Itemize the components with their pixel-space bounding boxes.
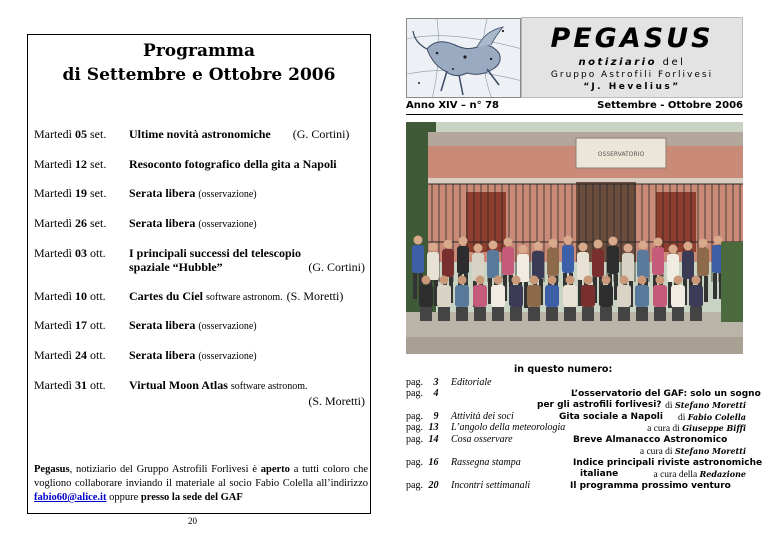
event-author: (G. Cortini) (292, 127, 350, 141)
contents-item: Breve Almanacco Astronomico (573, 435, 728, 445)
event-note: software astronom. (230, 381, 308, 392)
page-ref-label: pag. (406, 411, 423, 422)
weekday: Martedì (34, 216, 72, 230)
credit-name: Fabio Colella (687, 412, 746, 422)
schedule-event (129, 289, 365, 305)
day: 31 (75, 378, 87, 392)
schedule-date (34, 216, 130, 230)
contents-section: Rassegna stampa (451, 457, 521, 468)
pegasus-horse-icon (407, 19, 521, 98)
day: 10 (75, 289, 87, 303)
credit-name: Giuseppe Biffi (682, 423, 746, 433)
event-title: spaziale “Hubble” (129, 260, 223, 274)
page-ref-label: pag. (406, 422, 423, 433)
day: 24 (75, 348, 87, 362)
group-dedication: “J. Hevelius” (583, 82, 681, 92)
program-title (28, 39, 370, 87)
month: ott. (90, 348, 106, 362)
page-ref-number: 14 (428, 434, 439, 445)
schedule-date (34, 348, 130, 362)
contents-item: Indice principali riviste astronomiche (573, 458, 763, 468)
month: ott. (90, 246, 106, 260)
contents-section: L’angolo della meteorologia (451, 422, 566, 433)
schedule-event (129, 127, 365, 141)
schedule-event (129, 378, 365, 408)
weekday: Martedì (34, 348, 72, 362)
weekday: Martedì (34, 157, 72, 171)
month: set. (90, 157, 107, 171)
masthead (521, 17, 743, 98)
weekday: Martedì (34, 186, 72, 200)
schedule-event (129, 318, 365, 334)
month: set. (90, 216, 107, 230)
event-title: Serata libera (129, 216, 196, 230)
schedule-date (34, 318, 130, 332)
schedule-date (34, 157, 130, 171)
event-author: (G. Cortini) (308, 260, 365, 274)
credit-prefix: di (677, 413, 688, 423)
event-title: Cartes du Ciel (129, 289, 203, 303)
email-link[interactable]: fabio60@alice.it (34, 492, 107, 503)
group-name: Gruppo Astrofili Forlivesi (550, 70, 714, 80)
schedule-date (34, 186, 130, 200)
event-title: Serata libera (129, 186, 196, 200)
page-ref-number: 20 (428, 480, 439, 491)
group-photo (406, 122, 743, 354)
month: set. (90, 127, 107, 141)
contents-item: italiane (580, 469, 619, 479)
pegasus-constellation-illustration (406, 18, 521, 98)
issue-number: Anno XIV – n° 78 (406, 100, 499, 111)
day: 05 (75, 127, 87, 141)
credit-prefix: di (665, 401, 675, 411)
subtitle-bold: notiziario (578, 57, 657, 68)
contents-item: L’osservatorio del GAF: solo un sogno (571, 389, 761, 399)
schedule-date (34, 378, 130, 392)
page-ref (406, 388, 446, 400)
weekday: Martedì (34, 378, 72, 392)
contents-section: Attività dei soci (451, 411, 514, 422)
credit-prefix: a cura di (639, 447, 675, 457)
page-ref-label: pag. (406, 480, 423, 491)
footer-text-3: oppure (106, 492, 141, 503)
footer-name: Pegasus (34, 464, 70, 475)
contents-section: Incontri settimanali (451, 480, 531, 491)
credit-name: Redazione (699, 469, 746, 479)
contents-item: per gli astrofili forlivesi? (537, 400, 662, 410)
issue-bar (406, 99, 743, 115)
contents-item: Gita sociale a Napoli (559, 412, 663, 422)
event-note: software astronom. (206, 292, 283, 303)
newsletter-subtitle (522, 56, 742, 69)
event-title: Virtual Moon Atlas (129, 378, 228, 392)
page-ref-label: pag. (406, 457, 423, 468)
page-ref-number: 3 (433, 377, 439, 388)
event-author: (S. Moretti) (286, 289, 344, 303)
credit-prefix: a cura della (653, 470, 700, 480)
day: 12 (75, 157, 87, 171)
month: ott. (90, 289, 106, 303)
credit-name: Stefano Moretti (674, 446, 746, 456)
schedule-date (34, 289, 130, 303)
month: ott. (90, 378, 106, 392)
page-ref (406, 457, 446, 469)
day: 19 (75, 186, 87, 200)
day: 26 (75, 216, 87, 230)
event-line (129, 127, 365, 141)
group-photo-image (406, 122, 743, 354)
event-note: (osservazione) (198, 189, 257, 200)
page-ref-label: pag. (406, 434, 423, 445)
credit-prefix: a cura di (647, 424, 683, 434)
program-box (27, 34, 371, 514)
right-page (384, 0, 768, 543)
day: 03 (75, 246, 87, 260)
schedule-event (129, 348, 365, 364)
program-title-line-1: Programma (143, 41, 255, 61)
event-title: Serata libera (129, 318, 196, 332)
page-ref (406, 480, 446, 492)
event-line (129, 246, 365, 260)
event-title: Resoconto fotografico della gita a Napoli (129, 157, 337, 171)
footer-note (34, 463, 368, 505)
page-ref-number: 9 (433, 411, 439, 422)
footer-presso: presso la sede del GAF (140, 492, 243, 503)
footer-text-2: a tutti coloro che vogliono collaborare inviando il materiale al socio Fabio Colella all’indirizzo (34, 464, 368, 489)
event-line (129, 216, 365, 232)
schedule-event (129, 186, 365, 202)
event-line (129, 289, 365, 305)
month: ott. (90, 318, 106, 332)
page-ref-number: 13 (428, 422, 439, 433)
footer-aperto: aperto (260, 464, 290, 475)
event-title: Ultime novità astronomiche (129, 127, 271, 141)
contents-heading: in questo numero: (514, 364, 613, 375)
event-title: Serata libera (129, 348, 196, 362)
event-note: (osservazione) (198, 351, 257, 362)
page-ref-number: 16 (428, 457, 439, 468)
page-ref-number: 4 (433, 388, 439, 399)
day: 17 (75, 318, 87, 332)
event-line (129, 348, 365, 364)
weekday: Martedì (34, 127, 72, 141)
schedule-event (129, 216, 365, 232)
event-author: (S. Moretti) (308, 394, 365, 408)
event-line (129, 186, 365, 202)
program-title-line-2: di Settembre e Ottobre 2006 (62, 65, 336, 85)
page-ref-label: pag. (406, 377, 423, 388)
subtitle-light: del (656, 57, 686, 68)
page-number: 20 (188, 516, 197, 526)
schedule-event (129, 246, 365, 274)
event-title: I principali successi del telescopio (129, 246, 301, 260)
contents-section: Editoriale (451, 377, 492, 388)
event-line (129, 318, 365, 334)
event-note: (osservazione) (198, 321, 257, 332)
schedule-event (129, 157, 365, 171)
contents-item: Il programma prossimo venturo (570, 481, 731, 491)
page-ref-label: pag. (406, 388, 423, 399)
contents-section: Cosa osservare (451, 434, 513, 445)
month: set. (90, 186, 107, 200)
weekday: Martedì (34, 318, 72, 332)
credit-name: Stefano Moretti (674, 400, 746, 410)
page-ref (406, 422, 446, 434)
event-note: (osservazione) (198, 219, 257, 230)
weekday: Martedì (34, 289, 72, 303)
weekday: Martedì (34, 246, 72, 260)
footer-text-1: , notiziario del Gruppo Astrofili Forlivesi è (69, 464, 261, 475)
photo-sign-text: OSSERVATORIO (597, 151, 645, 158)
event-line (129, 260, 365, 274)
page-ref (406, 434, 446, 446)
issue-period: Settembre - Ottobre 2006 (597, 100, 743, 111)
newsletter-title: PEGASUS (550, 23, 714, 54)
event-line (129, 157, 365, 171)
event-line (129, 378, 365, 394)
schedule-date (34, 127, 130, 141)
schedule-date (34, 246, 130, 260)
